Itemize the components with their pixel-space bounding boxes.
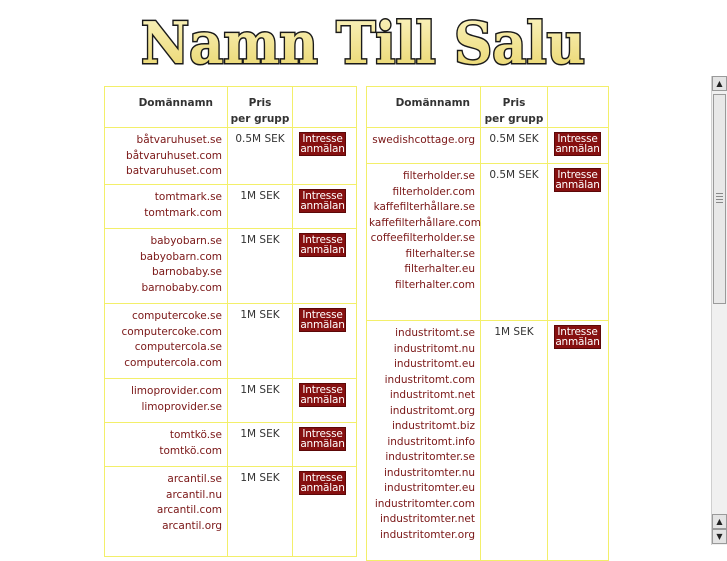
header-action [548,87,609,128]
button-label-line1: Intresse [557,169,598,181]
domain-link[interactable]: industritomt.se [395,327,475,339]
button-label-line2: anmälan [555,336,600,348]
domain-link[interactable]: arcantil.se [167,473,222,485]
table-row [367,321,609,561]
intresse-anmalan-button[interactable] [299,233,346,257]
price-cell: 0.5M SEK [228,128,293,185]
domain-link[interactable]: arcantil.com [156,504,222,516]
domain-list-cell [105,128,228,185]
domain-link[interactable]: industritomter.eu [384,482,475,494]
action-cell [293,423,357,467]
button-label-line2: anmälan [300,394,345,406]
domain-link[interactable]: kaffefilterhållare.se [373,201,475,213]
domain-table-left [104,86,357,557]
right-table-body [367,128,609,561]
button-label-line2: anmälan [300,482,345,494]
domain-link[interactable]: computercoke.se [131,310,222,322]
header-price-line2: per grupp [484,113,544,125]
button-label-line2: anmälan [300,438,345,450]
button-label-line2: anmälan [300,143,345,155]
table-row [105,128,357,185]
button-label-line1: Intresse [557,326,598,338]
header-price [481,87,548,128]
header-price-line2: per grupp [230,113,290,125]
domain-link[interactable]: limoprovider.se [141,400,222,413]
domain-link[interactable]: coffeefilterholder.se [370,232,475,244]
intresse-anmalan-button[interactable] [554,132,601,156]
price-cell: 0.5M SEK [481,128,548,164]
domain-link[interactable]: industritomter.se [385,451,475,463]
header-action [293,87,357,128]
domain-link[interactable]: barnobaby.se [151,266,222,278]
domain-list-cell [367,164,481,321]
domain-list-cell [105,379,228,423]
domain-link[interactable]: babyobarn.com [139,250,222,263]
button-label-line2: anmälan [300,244,345,256]
domain-link[interactable]: industritomt.biz [391,420,475,432]
price-cell: 1M SEK [228,185,293,229]
price-cell: 1M SEK [228,467,293,557]
intresse-anmalan-button[interactable] [299,189,346,213]
table-row [367,164,609,321]
button-label-line2: anmälan [555,143,600,155]
price-cell: 1M SEK [228,229,293,304]
table-row [105,304,357,379]
domain-link[interactable]: industritomt.info [387,435,475,448]
domain-link[interactable]: industritomt.eu [393,358,475,370]
domain-link[interactable]: filterhalter.eu [404,263,475,275]
button-label-line2: anmälan [300,319,345,331]
domain-link[interactable]: filterhalter.com [395,278,475,291]
intresse-anmalan-button[interactable] [299,383,346,407]
domain-link[interactable]: arcantil.org [162,519,222,532]
triangle-up-icon[interactable]: ▲ [712,514,727,529]
domain-link[interactable]: industritomt.net [389,389,475,401]
intresse-anmalan-button[interactable] [299,308,346,332]
domain-link[interactable]: industritomter.net [380,513,475,525]
table-row [105,229,357,304]
domain-link[interactable]: båtvaruhuset.se [136,134,222,146]
domain-link[interactable]: barnobaby.com [141,281,222,294]
button-label-line2: anmälan [300,200,345,212]
domain-link[interactable]: arcantil.nu [166,488,222,501]
table-row [105,423,357,467]
domain-list-cell [105,229,228,304]
header-price [228,87,293,128]
domain-link[interactable]: tomtmark.com [144,206,222,219]
domain-link[interactable]: båtvaruhuset.com [126,149,222,162]
action-cell [293,128,357,185]
domain-link[interactable]: limoprovider.com [130,385,222,397]
price-cell: 1M SEK [481,321,548,561]
domain-link[interactable]: industritomt.nu [393,342,475,355]
price-cell: 1M SEK [228,304,293,379]
domain-link[interactable]: industritomt.org [389,404,475,417]
domain-link[interactable]: filterhalter.se [405,247,475,260]
left-table-body [105,128,357,557]
intresse-anmalan-button[interactable] [554,168,601,192]
button-label-line1: Intresse [302,133,343,145]
domain-link[interactable]: industritomter.nu [383,466,475,479]
domain-link[interactable]: computercola.se [134,341,222,353]
price-cell: 1M SEK [228,423,293,467]
action-cell [293,229,357,304]
domain-link[interactable]: industritomt.com [384,373,475,386]
header-price-line1: Pris [248,97,272,109]
button-label-line1: Intresse [302,234,343,246]
action-cell [293,304,357,379]
table-row [105,467,357,557]
intresse-anmalan-button[interactable] [554,325,601,349]
domain-link[interactable]: kaffefilterhållare.com [369,216,481,229]
domain-link[interactable]: babyobarn.se [150,235,222,247]
table-row [105,185,357,229]
action-cell [293,379,357,423]
button-label-line2: anmälan [555,179,600,191]
table-row [367,128,609,164]
site-logo [138,2,588,76]
action-cell [293,467,357,557]
logo-text: Namn Till Salu [141,10,585,76]
button-label-line1: Intresse [302,428,343,440]
domain-link[interactable]: batvaruhuset.com [126,165,222,177]
scrollbar-thumb[interactable] [713,94,726,304]
price-cell: 1M SEK [228,379,293,423]
triangle-down-icon[interactable]: ▼ [712,529,727,544]
intresse-anmalan-button[interactable] [299,471,346,495]
domain-list-cell [105,467,228,557]
domain-list-cell [367,321,481,561]
domain-list-cell [367,128,481,164]
button-label-line1: Intresse [302,472,343,484]
action-cell [293,185,357,229]
header-domain: Domännamn [105,87,228,128]
domain-link[interactable]: swedishcottage.org [372,134,475,146]
table-row [105,379,357,423]
intresse-anmalan-button[interactable] [299,427,346,451]
button-label-line1: Intresse [302,384,343,396]
triangle-up-icon[interactable]: ▲ [712,76,727,91]
domain-list-cell [105,304,228,379]
domain-link[interactable]: filterholder.se [403,170,475,182]
domain-link[interactable]: industritomter.com [374,497,475,510]
action-cell [548,164,609,321]
price-cell: 0.5M SEK [481,164,548,321]
vertical-scrollbar[interactable] [711,76,727,545]
domain-list-cell [105,423,228,467]
intresse-anmalan-button[interactable] [299,132,346,156]
action-cell [548,128,609,164]
action-cell [548,321,609,561]
header-domain: Domännamn [367,87,481,128]
domain-link[interactable]: tomtkö.com [159,444,222,457]
domain-link[interactable]: filterholder.com [392,185,475,198]
button-label-line1: Intresse [302,190,343,202]
domain-link[interactable]: tomtkö.se [169,429,222,441]
header-price-line1: Pris [502,97,526,109]
domain-table-right [366,86,609,561]
domain-link[interactable]: tomtmark.se [154,191,222,203]
button-label-line1: Intresse [302,309,343,321]
button-label-line1: Intresse [557,133,598,145]
domain-link[interactable]: computercola.com [124,356,222,369]
domain-list-cell [105,185,228,229]
domain-link[interactable]: industritomter.org [380,528,475,541]
domain-link[interactable]: computercoke.com [121,325,222,338]
